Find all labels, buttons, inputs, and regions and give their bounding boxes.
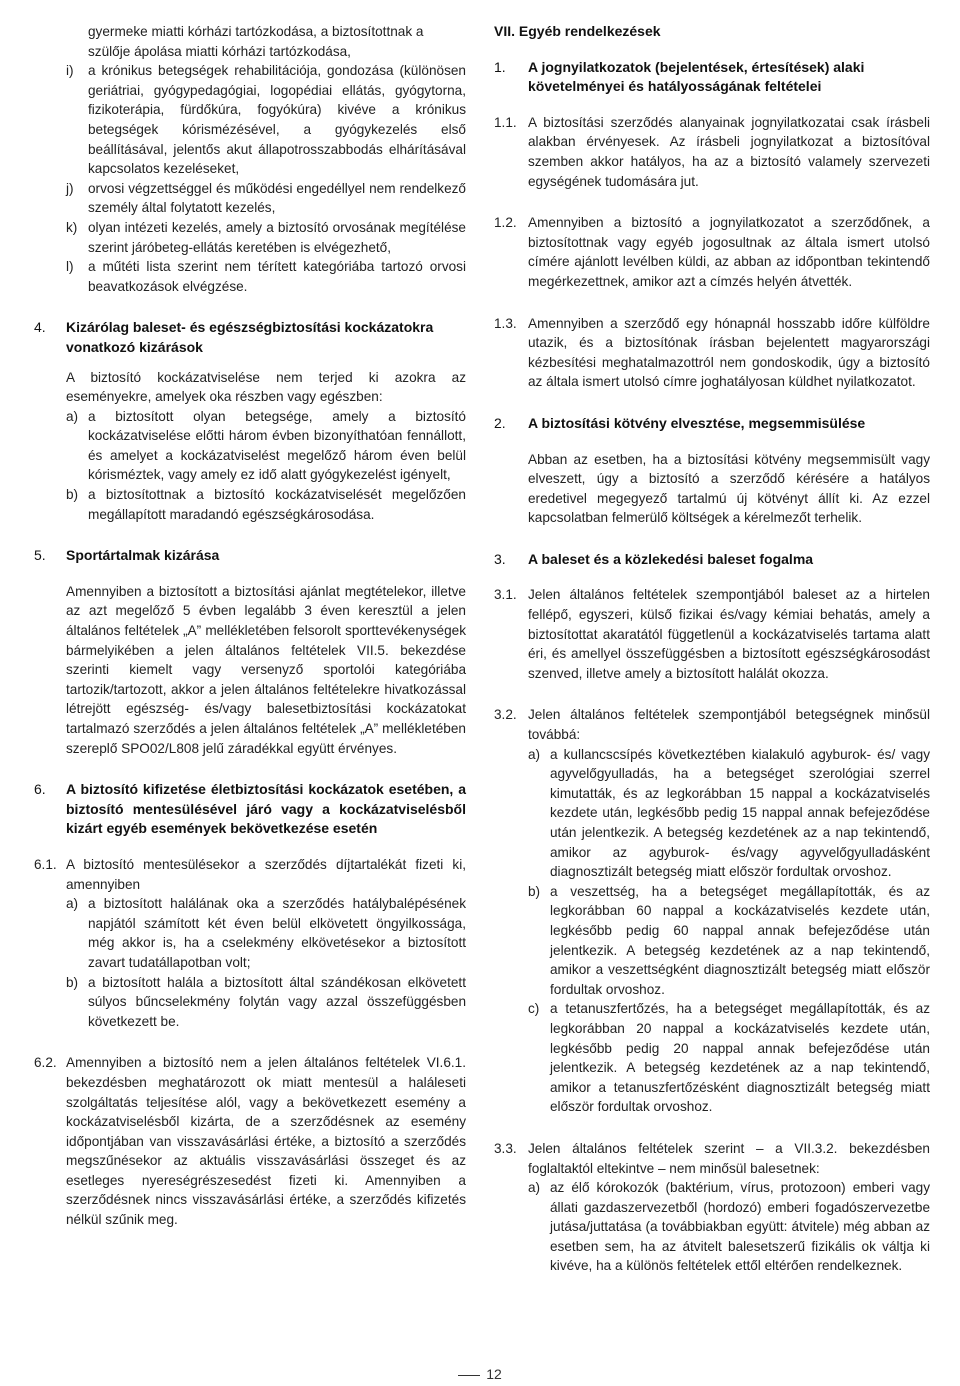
continuation-line: szülője ápolása miatti kórházi tartózkodása, [88,43,351,59]
subsection-text: Jelen általános feltételek szerint – a VII.3.2. bekezdésben foglaltaktól eltekintve – nem minősül balesetnek: [528,1140,930,1176]
section-title: A biztosító kifizetése életbiztosítási kockázatok esetében, a biztosító mentesülésével járó vagy a kockázatviselésből kizárt egyéb események bekövetkezése esetén [66,781,466,837]
item-text: a krónikus betegségek rehabilitációja, gondozása (különösen geriátriai, gyógypedagógiai, logopédiai ellátás, gyógytorna, fizikoterápia, fürdőkúra, fogyókúra) kivéve a krónikus betegségek kórismézésével, a gyógykezelés első beállításával, jelentős akut állapotrosszabbodás elhárításával kapcsolatos kezeléseket, [88,63,466,177]
section-title: A jognyilatkozatok (bejelentések, értesítések) alaki követelményei és hatályosságának feltételei [528,58,865,95]
item-text: a biztosított halálának oka a szerződés hatálybalépésének napjától számított két éven belül elkövetett öngyilkossága, még akkor is, ha a cselekmény elkövetésekor a biztosított zavart tudatállapotban volt; [88,896,466,970]
subsection-text: A biztosító mentesülésekor a szerződés díjtartalékát fizeti ki, amennyiben [66,856,466,892]
subsection-6-2 [34,1053,466,1229]
list-item [66,485,466,524]
section-number: 3. [494,550,506,567]
item-text: az élő kórokozók (baktérium, vírus, protozoon) emberi vagy állati gazdaszervezetből (hordozó) emberi fogadószervezetbe jutása/juttatása (a továbbiakban együtt: átvitele) még abban az esetben sem, ha az átvitelt balesetszerű fizikális ok váltja ki kivéve, ha a különös feltételek ettől eltérően rendelkeznek. [550,1180,930,1274]
item-label: b) [66,487,79,503]
section-number: 2. [494,414,506,431]
list-item [528,999,930,1117]
subsection-text: Amennyiben a szerződő egy hónapnál hosszabb időre külföldre utazik, és a biztosítónak írásban bejelentett magyarországi kézbesítési meghatalmazottról nem gondoskodik, úgy a biztosító az általa ismert utolsó címre joghatályosan küldhet nyilatkozatot. [528,315,930,390]
page-number: 12 [486,1366,502,1382]
subsection-number: 6.2. [34,1055,57,1071]
list-item [66,257,466,296]
subsection-6-1 [34,855,466,1031]
item-text: a műtéti lista szerint nem térített kategóriába tartozó orvosi beavatkozások elvégzése. [88,259,466,294]
item-label: a) [528,1180,541,1196]
section-4-body [66,368,466,525]
subsection-number: 6.1. [34,856,57,872]
chapter-title: VII. Egyéb rendelkezések [494,23,661,39]
item-label: a) [528,746,541,762]
item-label: c) [528,1001,540,1017]
section-4-heading [34,318,466,357]
item-label: b) [528,883,541,899]
list-item [66,973,466,1032]
item-label: i) [66,63,74,79]
left-column [34,22,466,1230]
subsection-text: Jelen általános feltételek szempontjából baleset az a hirtelen fellépő, egyszeri, külső fizikai és/vagy kémiai behatás, amely a biztosítottat akaratától függetlenül a kockázatviselés tartama alatt éri, és amellyel összefüggésben a biztosított egészségkárosodást szenved, illetve amely a biztosított halálát okozza. [528,587,930,681]
item-label: a) [66,408,79,424]
section-title: Kizárólag baleset- és egészségbiztosítási kockázatokra vonatkozó kizárások [66,319,434,355]
subsection-1-2 [494,213,930,291]
right-column [494,22,930,1276]
section-title: Sportártalmak kizárása [66,547,220,564]
continuation-line: gyermeke miatti kórházi tartózkodása, a biztosítottnak a [88,24,424,39]
item-text: a veszettség, ha a betegséget megállapították, és az legkorábban 60 nappal a kockázatviselés kezdete után, legkésőbb pedig 60 nappal annak befejeződése után jelentkezik. A betegség kezdetének az a nap tekintendő, amikor a veszettségként diagnosztizált betegség miatt először fordultak orvoshoz. [550,883,930,997]
item-label: k) [66,219,78,235]
page-footer [0,1366,960,1382]
list-item [528,882,930,1000]
section-title: A baleset és a közlekedési baleset fogalma [528,550,814,567]
section-number: 1. [494,58,506,75]
subsection-3-1 [494,585,930,683]
subsection-number: 1.3. [494,315,517,331]
subsection-text: A biztosítási szerződés alanyainak jognyilatkozatai csak írásbeli alakban érvényesek. Az írásbeli jognyilatkozat a biztosítóval szemben akkor hatályos, ha az a biztosító valamely szervezeti egységének tudomására jut. [528,114,930,189]
item-text: a kullancscsípés következtében kialakuló agyburok- és/ vagy agyvelőgyulladás, ha a betegséget szerológiai szerrel kimutatták, és az legkorábban 15 nappal a kockázatviselés kezdete után, legkésőbb pedig 15 nappal annak befejeződése után jelentkezik. A betegség kezdetének az a nap tekintendő, amikor az agyburok- és/vagy agyvelőgyulladásként diagnosztizált betegség miatt először fordultak orvoshoz. [550,746,930,880]
exclusion-list [66,61,466,296]
section-6-heading [34,780,466,839]
item-label: a) [66,896,79,912]
subsection-number: 3.2. [494,707,517,723]
section-1-heading [494,58,930,97]
item-label: b) [66,974,79,990]
item-text: olyan intézeti kezelés, amely a biztosító orvosának megítélése szerint járóbeteg-ellátás keretében is elvégezhető, [88,219,466,255]
section-text: Abban az esetben, ha a biztosítási kötvény megsemmisült vagy elveszett, úgy a biztosító a szerződő kérésére a hatályos eredetivel megegyező tartalmú új kötvényt állít ki. Az ezzel kapcsolatban felmerülő költségek a kérelmezőt terhelik. [528,451,930,526]
section-5-body [66,582,466,758]
subsection-number: 3.3. [494,1140,517,1156]
list-item [66,407,466,485]
section-5-heading [34,546,466,566]
subsection-1-1 [494,113,930,191]
section-number: 6. [34,781,46,798]
item-text: orvosi végzettséggel és működési engedéllyel nem rendelkező személy által folytatott kezelés, [88,180,466,216]
section-text: Amennyiben a biztosított a biztosítási ajánlat megtételekor, illetve az azt megelőző 5 évben legalább 3 éven keresztül a jelen általános feltételek „A” mellékletében felsorolt sporttevékenységek bármelyikében a jelen általános feltételek VII.5. bekezdése szerinti kiemelt vagy versenyző sportolói kategóriába tartozik/tartozott, akkor a jelen általános feltételekre hivatkozással létrejött egészség- és/vagy balesetbiztosítási kockázatokat tartalmazó szerződés a jelen általános feltételek „A” mellékletében szereplő SPO02/L808 jelű záradékkal együtt érvényes. [66,583,466,756]
subsection-3-3 [494,1139,930,1276]
subsection-text: Amennyiben a biztosító a jognyilatkozatot a szerződőnek, a biztosítottnak vagy egyéb jogosultnak az általa ismert utolsó címére ajánlott levélben küldi, az abban az időpontban tekintendő megérkezettnek, amikor azt a címzés helyén átvették. [528,215,930,289]
subsection-number: 3.1. [494,587,517,603]
list-item [528,745,930,882]
footer-dash [458,1375,480,1376]
item-text: a biztosítottnak a biztosító kockázatviselését megelőzően megállapított maradandó egészségkárosodása. [88,487,466,522]
item-text: a biztosított halála a biztosított által szándékosan elkövetett súlyos bűncselekmény folytán vagy azzal összefüggésben következett be. [88,974,466,1029]
section-intro: A biztosító kockázatviselése nem terjed ki azokra az eseményekre, amelyek oka részben vagy egészben: [66,369,466,405]
subsection-3-2 [494,705,930,1116]
section-title: A biztosítási kötvény elvesztése, megsemmisülése [528,414,866,431]
list-item [528,1178,930,1276]
list-item [66,218,466,257]
subsection-text: Jelen általános feltételek szempontjából betegségnek minősül továbbá: [528,707,930,743]
item-label: j) [66,180,74,196]
subsection-number: 1.2. [494,215,517,231]
item-label: l) [66,259,74,275]
subsection-1-3 [494,314,930,392]
item-text: a tetanuszfertőzés, ha a betegséget megállapították, és az legkorábban 20 nappal a kockázatviselés kezdete után, legkésőbb pedig 20 nappal annak befejeződése után jelentkezik. A betegség kezdetének az a nap tekintendő, amikor a tetanuszfertőzésként diagnosztizált betegség miatt először fordultak orvoshoz. [550,1001,930,1115]
section-3-heading [494,550,930,570]
list-item [66,894,466,972]
section-2-heading [494,414,930,434]
section-number: 5. [34,547,46,564]
continuation-text [88,22,466,61]
subsection-text: Amennyiben a biztosító nem a jelen általános feltételek VI.6.1. bekezdésben meghatározott ok miatt mentesül a haláleseti szolgáltatás teljesítése alól, vagy a bekövetkezett esemény a kockázatviselésből kizárta, de a szerződésnek az esemény időpontjában van visszavásárlási értéke, a biztosító a szerződés megszűnésekor az aktuális visszavásárlási összeget és az esetleges nyereségrészesedést fizeti ki. Amennyiben a szerződésnek nincs visszavásárlási értéke, a szerződés kifizetés nélkül szűnik meg. [66,1055,466,1228]
list-item [66,179,466,218]
section-number: 4. [34,319,46,336]
subsection-number: 1.1. [494,114,517,130]
item-text: a biztosított olyan betegsége, amely a biztosító kockázatviselése előtti három évben bizonyíthatóan fennállott, és amelyet a kockázatviselést megelőző három éven belül kórisméztek, vagy amely ez idő alatt gyógykezelést igényelt, [88,408,466,483]
list-item [66,61,466,179]
